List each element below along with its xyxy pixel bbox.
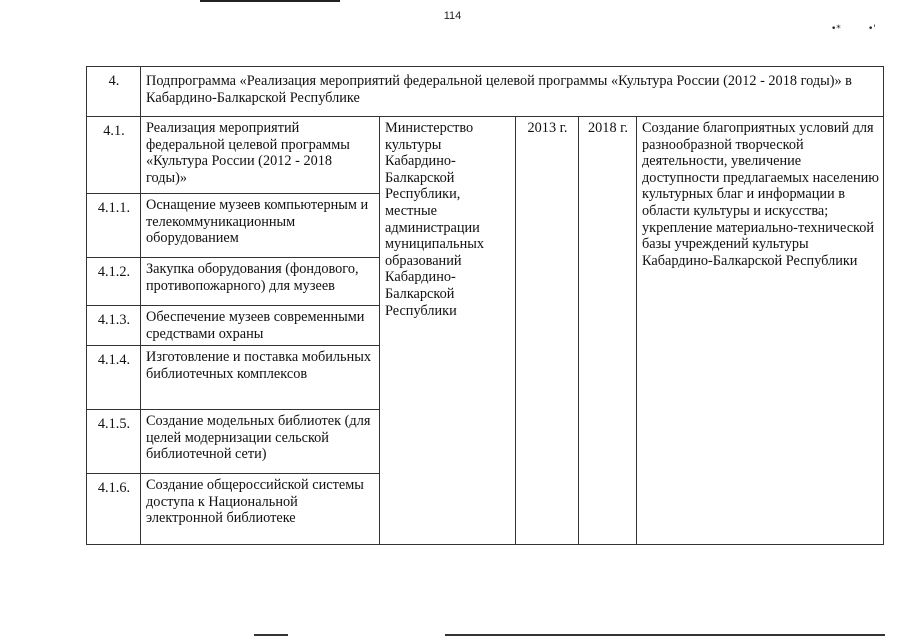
- row-number: 4.1.4.: [87, 346, 141, 410]
- row-number: 4.1.3.: [87, 306, 141, 346]
- bottom-rule: [445, 634, 885, 636]
- row-number: 4.1.1.: [87, 194, 141, 258]
- row-name: Обеспечение музеев современными средствами охраны: [141, 306, 380, 346]
- row-name: Создание общероссийской системы доступа к Национальной электронной библиотеке: [141, 474, 380, 545]
- row-name: Оснащение музеев компьютерным и телекоммуникационным оборудованием: [141, 194, 380, 258]
- subprogram-table: [86, 66, 884, 545]
- scan-mark: •*: [831, 24, 841, 34]
- bottom-rule: [254, 634, 288, 636]
- table-row: [87, 117, 884, 194]
- row-number: 4.1.6.: [87, 474, 141, 545]
- section-header-row: [87, 67, 884, 117]
- page-number: 114: [443, 10, 462, 22]
- row-name: Реализация мероприятий федеральной целевой программы «Культура России (2012 - 2018 годы)»: [141, 117, 380, 194]
- scan-mark: •': [868, 24, 876, 34]
- row-name: Создание модельных библиотек (для целей модернизации сельской библиотечной сети): [141, 410, 380, 474]
- end-year-cell: 2018 г.: [579, 117, 637, 545]
- top-rule: [200, 0, 340, 2]
- row-name: Закупка оборудования (фондового, противопожарного) для музеев: [141, 258, 380, 306]
- executor-cell: Министерство культуры Кабардино-Балкарской Республики, местные администрации муниципальных образований Кабардино-Балкарской Республики: [380, 117, 516, 545]
- row-number: 4.1.5.: [87, 410, 141, 474]
- section-number: 4.: [87, 67, 141, 117]
- section-title: Подпрограмма «Реализация мероприятий федеральной целевой программы «Культура России (2012 - 2018 годы)» в Кабардино-Балкарской Республике: [141, 67, 884, 117]
- row-name: Изготовление и поставка мобильных библиотечных комплексов: [141, 346, 380, 410]
- row-number: 4.1.: [87, 117, 141, 194]
- start-year-cell: 2013 г.: [516, 117, 579, 545]
- row-number: 4.1.2.: [87, 258, 141, 306]
- expected-result-cell: Создание благоприятных условий для разнообразной творческой деятельности, увеличение доступности предлагаемых населению культурных благ и информации в области культуры и искусства; укрепление материально-технической базы учреждений культуры Кабардино-Балкарской Республики: [637, 117, 884, 545]
